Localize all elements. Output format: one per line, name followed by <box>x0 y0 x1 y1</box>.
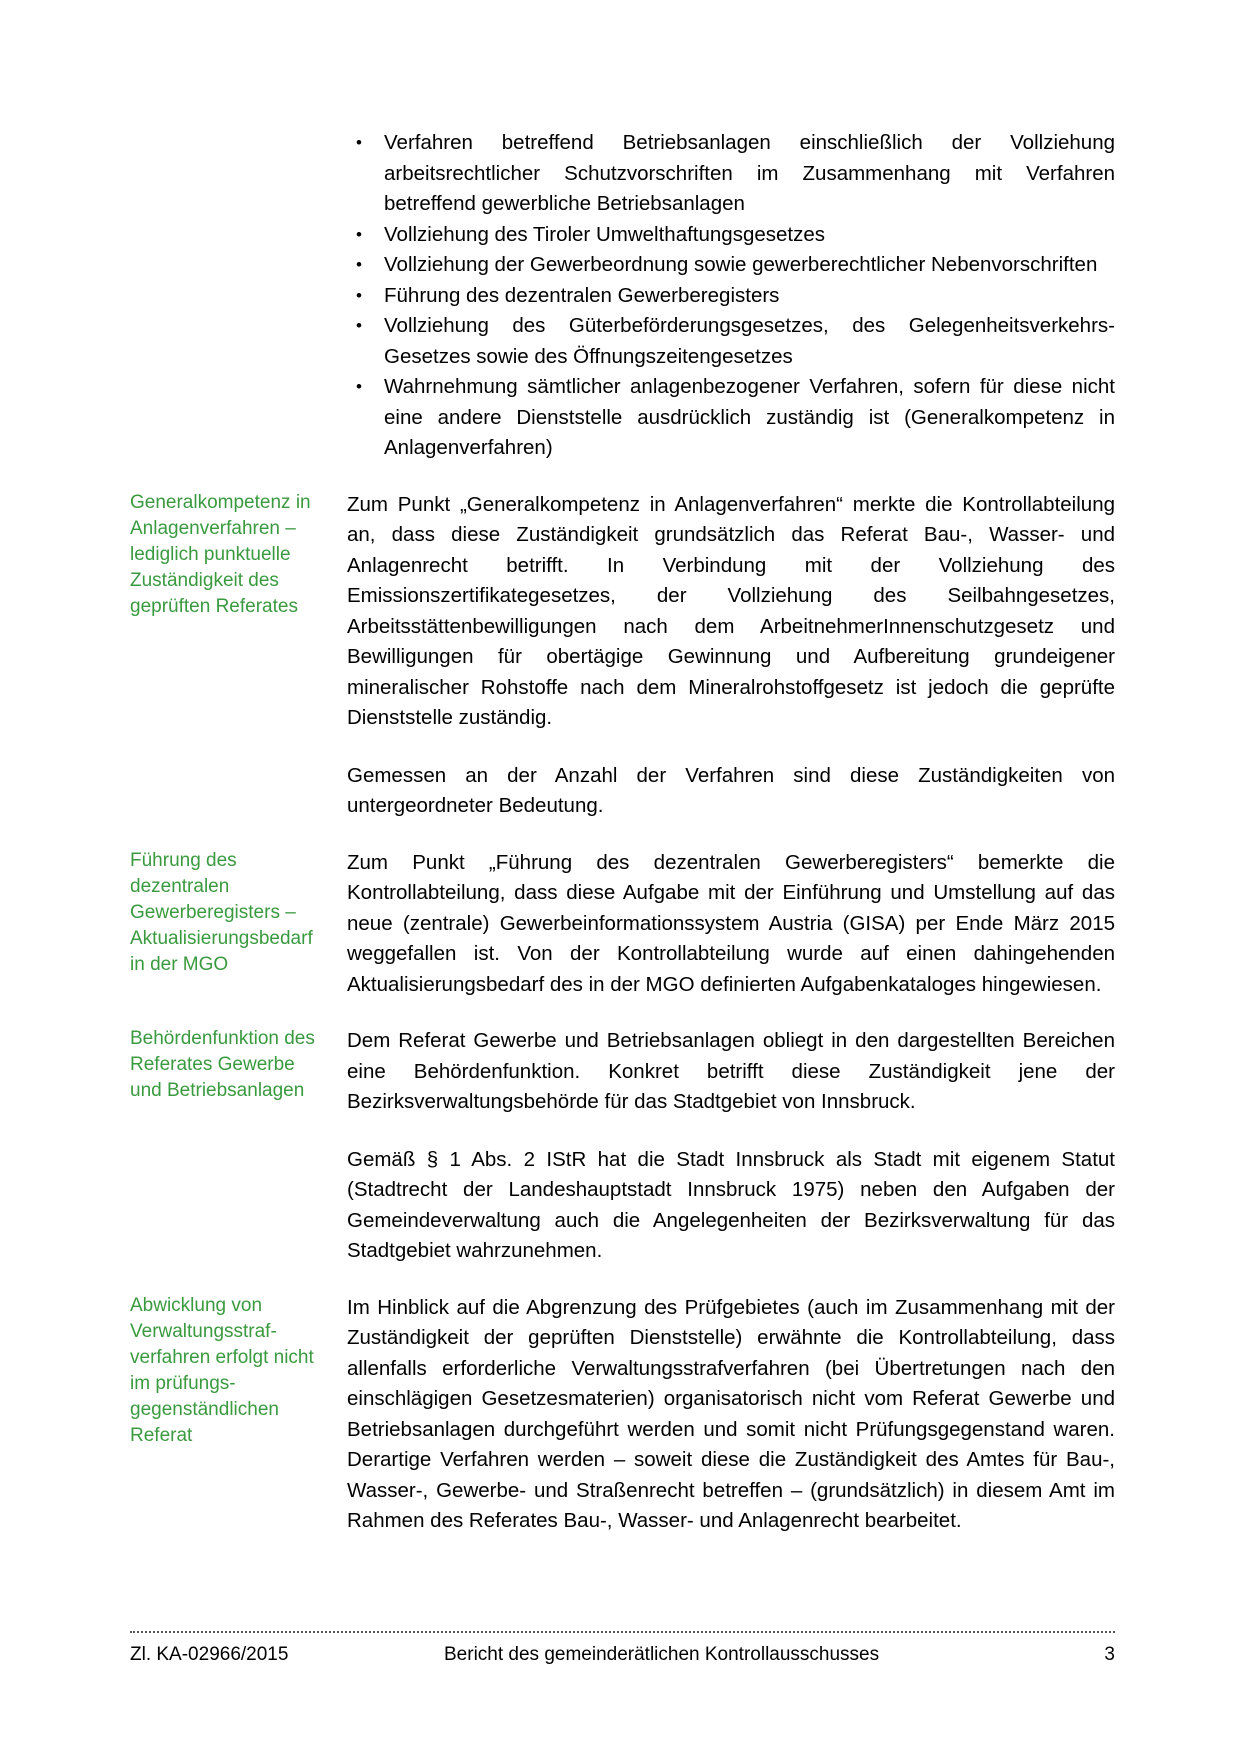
body-generalkompetenz <box>347 490 1115 822</box>
footer-report-title: Bericht des gemeinderätlichen Kontrollausschusses <box>444 1644 880 1665</box>
page-footer <box>130 1631 1115 1666</box>
list-item: • Wahrnehmung sämtlicher anlagenbezogener Verfahren, sofern für diese nicht eine andere Dienststelle ausdrücklich zuständig ist (Generalkompetenz in Anlagenverfahren) <box>347 372 1115 464</box>
margin-note-behoerdenfunktion: Behördenfunktion des Referates Gewerbe und Betriebsanlagen <box>130 1028 315 1101</box>
paragraph: Zum Punkt „Generalkompetenz in Anlagenverfahren“ merkte die Kontrollabteilung an, dass diese Zuständigkeit grundsätzlich das Referat Bau-, Wasser- und Anlagenrecht betrifft. In Verbindung mit der Vollziehung des Emissionszertifikategesetzes, der Vollziehung des Seilbahngesetzes, Arbeitsstättenbewilligungen nach dem ArbeitnehmerInnenschutzgesetz und Bewilligungen für obertägige Gewinnung und Aufbereitung grundeigener mineralischer Rohstoffe nach dem Mineralrohstoffgesetz ist jedoch die geprüfte Dienststelle zuständig. <box>347 492 1115 729</box>
paragraph: Dem Referat Gewerbe und Betriebsanlagen obliegt in den dargestellten Bereichen eine Behördenfunktion. Konkret betrifft diese Zuständigkeit jene der Bezirksverwaltungsbehörde für das Stadtgebiet von Innsbruck. <box>347 1029 1115 1113</box>
body-behoerdenfunktion <box>347 1026 1115 1267</box>
section-gewerberegister <box>130 848 1115 1001</box>
paragraph: Gemessen an der Anzahl der Verfahren sind diese Zuständigkeiten von untergeordneter Bedeutung. <box>347 763 1115 817</box>
page-content <box>130 128 1115 1537</box>
list-item: • Verfahren betreffend Betriebsanlagen einschließlich der Vollziehung arbeitsrechtlicher Schutzvorschriften im Zusammenhang mit Verfahren betreffend gewerbliche Betriebsanlagen <box>347 128 1115 220</box>
paragraph: Gemäß § 1 Abs. 2 IStR hat die Stadt Innsbruck als Stadt mit eigenem Statut (Stadtrecht der Landeshauptstadt Innsbruck 1975) neben den Aufgaben der Gemeindeverwaltung auch die Angelegenheiten der Bezirksverwaltung für das Stadtgebiet wahrzunehmen. <box>347 1147 1115 1262</box>
paragraph: Zum Punkt „Führung des dezentralen Gewerberegisters“ bemerkte die Kontrollabteilung, dass diese Aufgabe mit der Einführung und Umstellung auf das neue (zentrale) Gewerbeinformationssystem Austria (GISA) per Ende März 2015 weggefallen ist. Von der Kontrollabteilung wurde auf einen dahingehenden Aktualisierungsbedarf des in der MGO definierten Aufgabenkataloges hingewiesen. <box>347 850 1115 996</box>
list-item: • Vollziehung des Tiroler Umwelthaftungsgesetzes <box>347 220 1115 251</box>
list-item: • Vollziehung der Gewerbeordnung sowie gewerberechtlicher Nebenvorschriften <box>347 250 1115 281</box>
body-verwaltungsstrafverfahren <box>347 1293 1115 1537</box>
footer-page-number: 3 <box>1104 1644 1115 1665</box>
list-item: • Vollziehung des Güterbeförderungsgesetzes, des Gelegenheitsverkehrs-Gesetzes sowie des Öffnungszeitengesetzes <box>347 311 1115 372</box>
list-item: • Führung des dezentralen Gewerberegisters <box>347 281 1115 312</box>
section-generalkompetenz <box>130 490 1115 822</box>
footer-divider <box>130 1631 1115 1633</box>
section-verwaltungsstrafverfahren <box>130 1293 1115 1537</box>
body-gewerberegister <box>347 848 1115 1001</box>
footer-row <box>130 1644 1115 1666</box>
task-bullet-list <box>130 128 1115 464</box>
margin-note-gewerberegister: Führung des dezentralen Gewerberegisters – Aktualisierungsbedarf in der MGO <box>130 849 313 975</box>
margin-note-generalkompetenz: Generalkompetenz in Anlagenverfahren – lediglich punktuelle Zuständigkeit des geprüften Referates <box>130 491 311 617</box>
margin-note-verwaltungsstrafverfahren: Abwicklung von Verwaltungsstrafverfahren erfolgt nicht im prüfungsgegenständlichen Referat <box>130 1294 314 1446</box>
footer-reference-number: Zl. KA-02966/2015 <box>130 1644 289 1665</box>
section-behoerdenfunktion <box>130 1026 1115 1267</box>
paragraph: Im Hinblick auf die Abgrenzung des Prüfgebietes (auch im Zusammenhang mit der Zuständigkeit der geprüften Dienststelle) erwähnte die Kontrollabteilung, dass allenfalls erforderliche Verwaltungsstrafverfahren (bei Übertretungen nach den einschlägigen Gesetzesmaterien) organisatorisch nicht vom Referat Gewerbe und Betriebsanlagen durchgeführt werden und somit nicht Prüfungsgegenstand waren. Derartige Verfahren werden – soweit diese die Zuständigkeit des Amtes für Bau-, Wasser-, Gewerbe- und Straßenrecht betreffen – (grundsätzlich) in diesem Amt im Rahmen des Referates Bau-, Wasser- und Anlagenrecht bearbeitet. <box>347 1295 1115 1532</box>
